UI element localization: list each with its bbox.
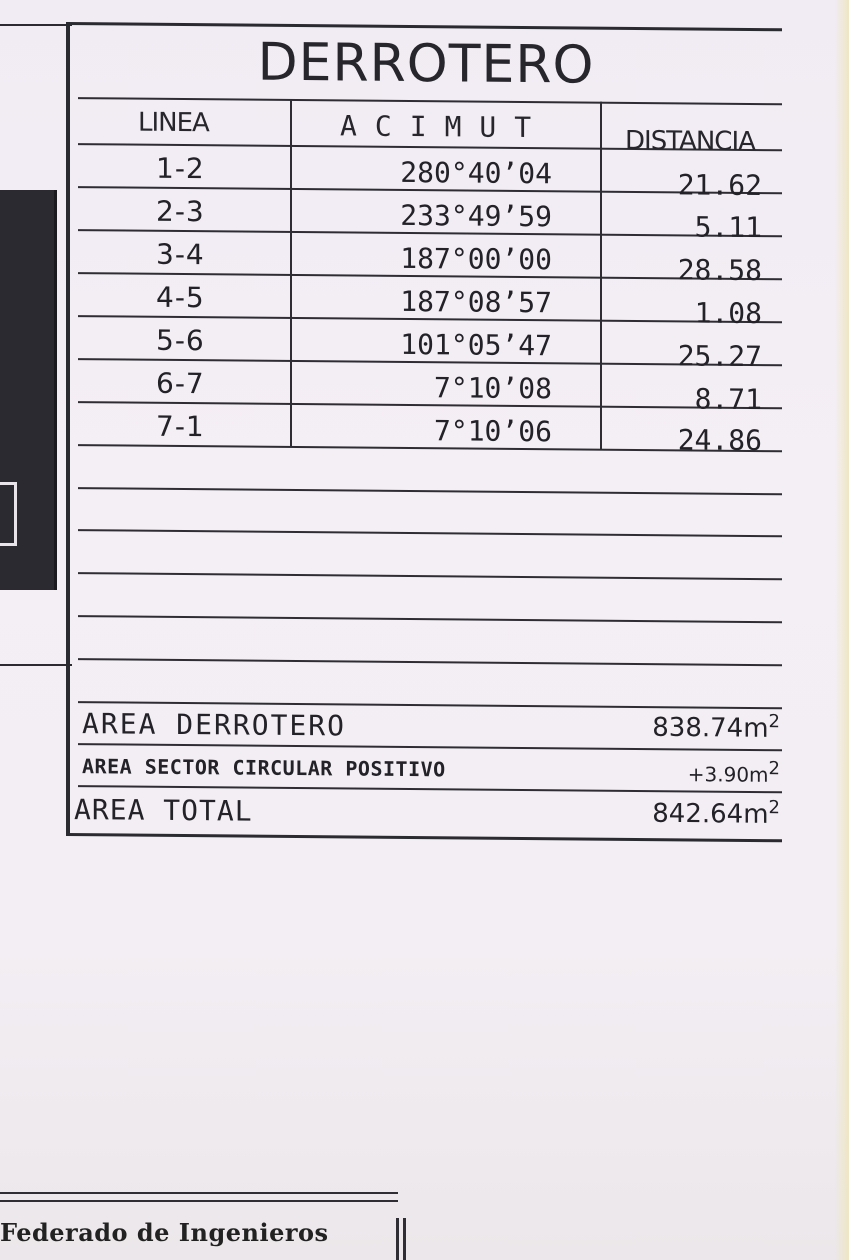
- margin-rule: [0, 664, 72, 666]
- blank-rule: [78, 658, 782, 666]
- blank-rule: [78, 615, 782, 623]
- cell-distancia: 25.27: [677, 339, 762, 374]
- cell-linea: 7-1: [156, 409, 205, 444]
- area-total-value: $842.64m^2$: [652, 797, 780, 830]
- cell-linea: 4-5: [156, 280, 205, 315]
- dark-printed-block: [0, 190, 57, 590]
- cell-acimut: 233°49’59: [400, 198, 552, 234]
- derrotero-table: [66, 22, 782, 842]
- rule: [78, 97, 782, 105]
- cell-linea: 5-6: [156, 323, 205, 358]
- column-divider: [290, 99, 292, 447]
- cell-distancia: 21.62: [677, 168, 762, 203]
- cell-linea: 3-4: [156, 237, 205, 272]
- cell-acimut: 7°10’08: [433, 371, 552, 406]
- cell-distancia: 1.08: [694, 296, 762, 331]
- blank-rule: [78, 487, 782, 495]
- margin-rule: [0, 24, 72, 26]
- blank-rule: [78, 529, 782, 537]
- photo-edge: [835, 0, 849, 1260]
- blank-rule: [78, 572, 782, 580]
- cell-acimut: 187°00’00: [400, 241, 552, 277]
- footer-rule: [0, 1192, 398, 1194]
- cell-linea: 6-7: [156, 366, 205, 401]
- cell-distancia: 28.58: [677, 253, 762, 288]
- area-derrotero-label: AREA DERROTERO: [82, 707, 347, 743]
- header-acimut: ACIMUT: [340, 109, 550, 145]
- footer-rule: [0, 1200, 398, 1202]
- area-total-label: AREA TOTAL: [74, 793, 253, 828]
- area-derrotero-value: $838.74m^2$: [652, 711, 780, 744]
- cell-distancia: 8.71: [694, 382, 762, 417]
- table-title: DERROTERO: [257, 32, 595, 96]
- header-linea: LINEA: [138, 107, 209, 139]
- footer-divider: [396, 1218, 399, 1260]
- cell-distancia: 24.86: [677, 423, 762, 458]
- footer-text: Federado de Ingenieros: [0, 1218, 329, 1247]
- dark-block-outline: [0, 482, 17, 546]
- header-distancia: DISTANCIA: [625, 125, 755, 158]
- cell-linea: 2-3: [156, 194, 205, 229]
- rule: [78, 743, 782, 751]
- cell-distancia: 5.11: [694, 210, 762, 245]
- cell-linea: 1-2: [156, 151, 205, 186]
- area-sector-label: AREA SECTOR CIRCULAR POSITIVO: [82, 754, 446, 782]
- area-sector-value: $+3.90m^2$: [687, 758, 780, 787]
- cell-acimut: 7°10’06: [433, 414, 552, 449]
- cell-acimut: 101°05’47: [400, 327, 552, 363]
- cell-acimut: 187°08’57: [400, 284, 552, 320]
- cell-acimut: 280°40’04: [400, 155, 552, 191]
- footer-divider: [403, 1218, 406, 1260]
- rule: [78, 785, 782, 793]
